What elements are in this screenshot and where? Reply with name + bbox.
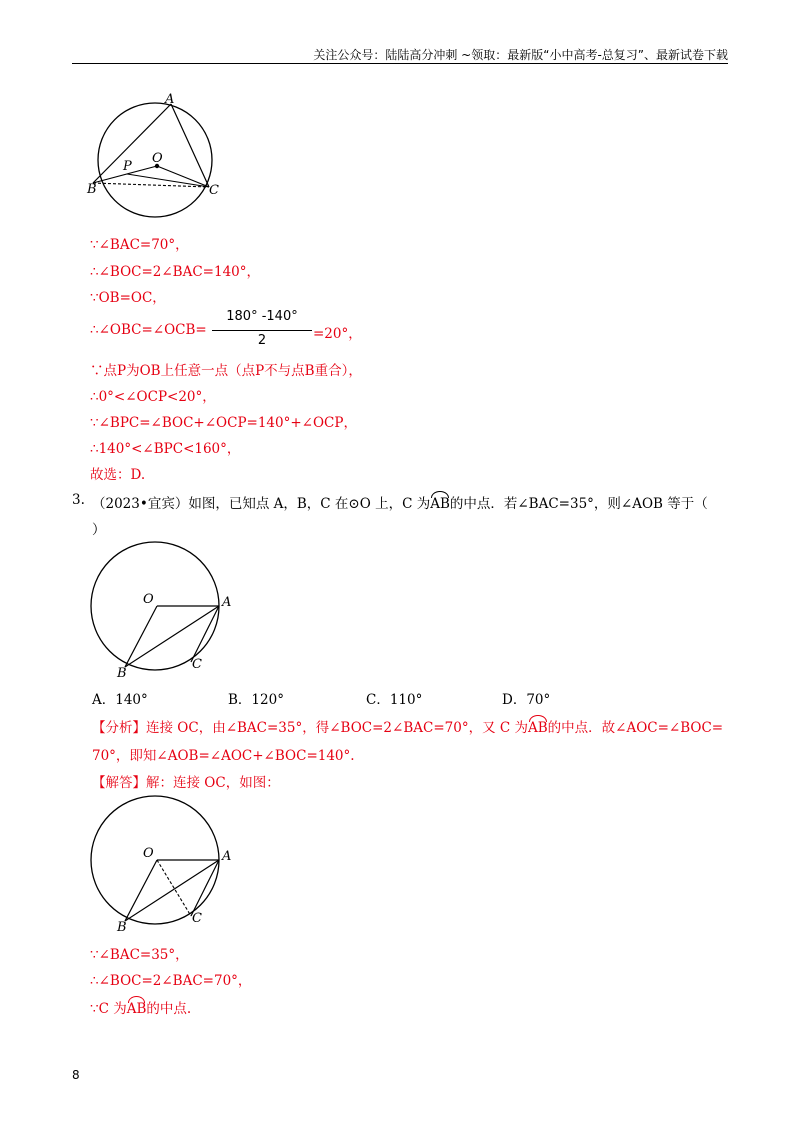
label-C: C — [209, 183, 219, 198]
label-B-2: B — [117, 666, 127, 681]
question3-number: 3. — [72, 492, 85, 508]
figure-circle-1 — [85, 90, 225, 230]
analysis-line1 — [92, 716, 723, 736]
question3-text — [92, 492, 708, 512]
solution1-line7: ∵∠BPC=∠BOC+∠OCP=140°+∠OCP， — [90, 415, 357, 431]
solution3-line3-a: ∵C 为 — [90, 1001, 127, 1017]
question3-text-c: ） — [92, 522, 106, 538]
label-P: P — [123, 159, 132, 174]
question3-text-b: 的中点．若∠BAC=35°，则∠AOB 等于（ — [449, 496, 708, 512]
solution3-line3-b: 的中点. — [146, 1001, 192, 1017]
solution3-line1: ∵∠BAC=35°， — [90, 947, 189, 963]
fraction-denominator: 2 — [257, 333, 267, 348]
label-C-3: C — [192, 911, 202, 926]
label-A: A — [165, 92, 175, 107]
arc-AB: AB — [430, 496, 450, 512]
solution1-line6: ∴0°<∠OCP<20°， — [90, 389, 216, 405]
header-rule — [72, 63, 728, 64]
arc-AB-3: AB — [126, 1001, 147, 1017]
label-A-3: A — [222, 849, 232, 864]
solution3-line3 — [90, 997, 191, 1017]
label-O-3: O — [143, 846, 154, 861]
solution1-line5: ∵点P为OB上任意一点（点P不与点B重合）， — [90, 363, 362, 379]
solution3-line2: ∴∠BOC=2∠BAC=70°， — [90, 973, 252, 989]
option-D: D．70° — [502, 692, 551, 708]
solution1-line8: ∴140°<∠BPC<160°， — [90, 441, 241, 457]
solution1-line9: 故选：D. — [90, 467, 146, 483]
solution1-line3: ∵OB=OC， — [90, 290, 166, 306]
label-C-2: C — [192, 657, 202, 672]
solution1-line4-suffix: =20°， — [313, 326, 362, 342]
solution1-line2: ∴∠BOC=2∠BAC=140°， — [90, 264, 261, 280]
label-B: B — [87, 182, 97, 197]
arc-AB-2: AB — [527, 720, 548, 736]
figure-circle-2 — [85, 538, 245, 683]
label-O-2: O — [143, 592, 154, 607]
page-header: 关注公众号：陆陆高分冲刺 ~领取：最新版“小中高考-总复习”、最新试卷下载 — [313, 48, 728, 62]
analysis-line1-b: 的中点．故∠AOC=∠BOC= — [547, 720, 724, 736]
solution1-line1: ∵∠BAC=70°， — [90, 237, 189, 253]
fraction-bar — [212, 330, 312, 331]
analysis-line1-a: 【分析】连接 OC，由∠BAC=35°，得∠BOC=2∠BAC=70°，又 C 为 — [92, 720, 528, 736]
page-number: 8 — [72, 1068, 80, 1082]
label-O: O — [152, 151, 163, 166]
fraction-numerator: 180° -140° — [226, 309, 298, 324]
figure-circle-3 — [85, 792, 245, 937]
answer-line: 【解答】解：连接 OC，如图： — [92, 775, 280, 791]
option-B: B．120° — [228, 692, 284, 708]
option-A: A．140° — [92, 692, 148, 708]
label-B-3: B — [117, 920, 127, 935]
solution1-line4-prefix: ∴∠OBC=∠OCB= — [90, 322, 207, 338]
question3-text-a: （2023•宜宾）如图，已知点 A，B，C 在⊙O 上，C 为 — [92, 496, 431, 512]
label-A-2: A — [222, 595, 232, 610]
option-C: C．110° — [366, 692, 423, 708]
analysis-line2: 70°，即知∠AOB=∠AOC+∠BOC=140°. — [92, 748, 355, 764]
